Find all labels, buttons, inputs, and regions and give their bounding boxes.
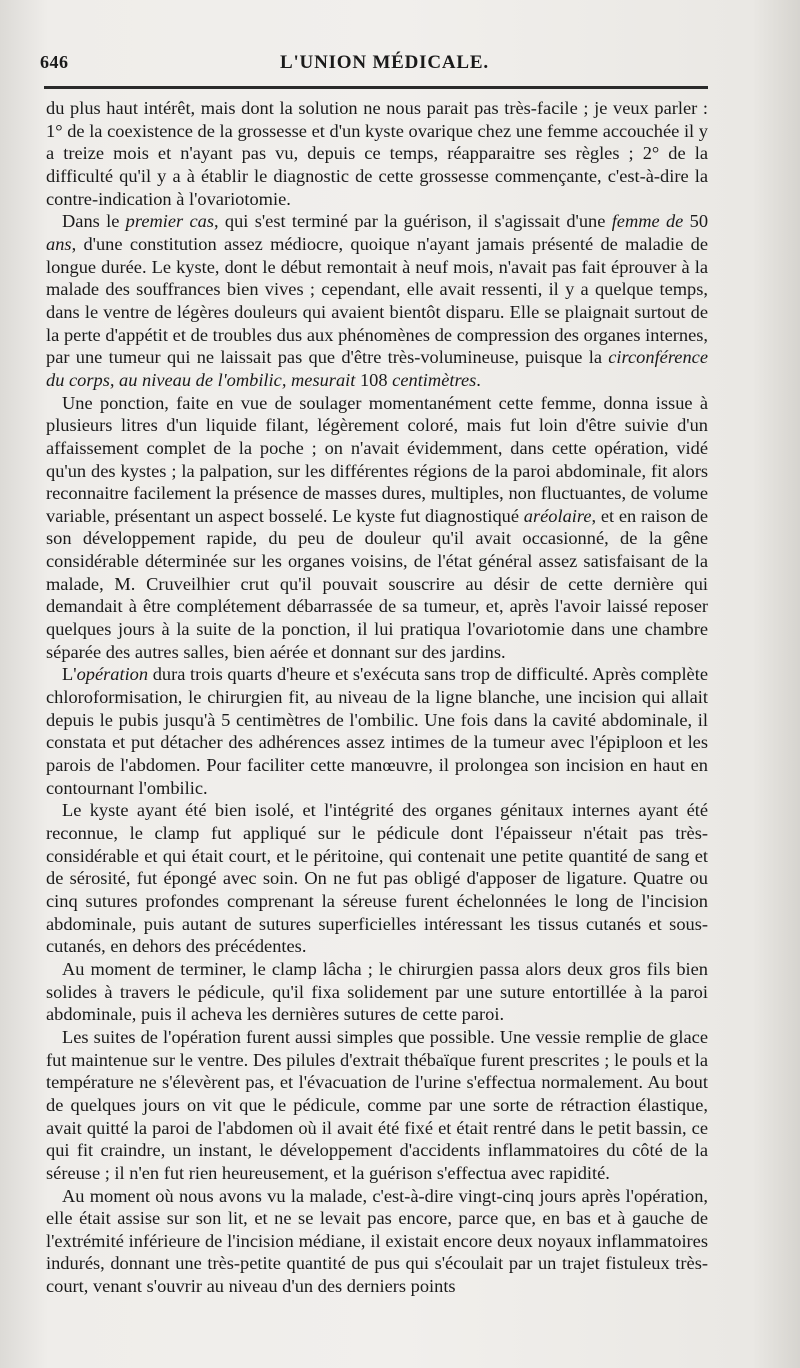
text-run: Le kyste ayant été bien isolé, et l'intégrité des organes génitaux internes ayant été reconnue, le clamp fut appliqué sur le pédicule dont l'épaisseur n'était pas très-considérable et qui était court, et le péritoine, qui contenait une petite quantité de sang et de sérosité, fut épongé avec soin. On ne fut pas obligé d'apposer de ligature. Quatre ou cinq sutures profondes comprenant la séreuse furent échelonnées le long de l'incision abdominale, puis autant de sutures superficielles intéressant les tissus cutanés et sous-cutanés, en dehors des précédentes. <box>46 800 708 957</box>
text-run: du plus haut intérêt, mais dont la solution ne nous parait pas très-facile ; je veux parler : 1° de la coexistence de la grossesse et d'un kyste ovarique chez une femme accouchée il y a treize mois et n'ayant pas vu, depuis ce temps, réapparaitre ses règles ; 2° de la difficulté qu'il y a à établir le diagnostic de cette grossesse commençante, c'est-à-dire la contre-indication à l'ovariotomie. <box>46 98 708 209</box>
text-run: Dans le <box>62 211 126 232</box>
page-number: 646 <box>40 52 69 72</box>
header-rule <box>44 86 708 89</box>
text-run: Au moment où nous avons vu la malade, c'est-à-dire vingt-cinq jours après l'opération, elle était assise sur son lit, et ne se levait pas encore, parce que, en bas et à gauche de l'extrémité inférieure de l'incision médiane, il existait encore deux noyaux inflammatoires indurés, donnant une très-petite quantité de pus qui s'écoulait par un trajet fistuleux très-court, venant s'ouvrir au niveau d'un des derniers points <box>46 1185 708 1297</box>
paragraph <box>46 1185 708 1298</box>
italic-run: femme de <box>611 211 684 232</box>
italic-run: aréolaire <box>523 505 592 526</box>
text-run: 108 <box>355 369 393 390</box>
paragraph <box>46 663 708 799</box>
paragraph <box>46 210 708 391</box>
text-run: dura trois quarts d'heure et s'exécuta sans trop de difficulté. Après complète chloroformisation, le chirurgien fit, au niveau de la ligne blanche, une incision qui allait depuis le pubis jusqu'à 5 centimètres de l'ombilic. Une fois dans la cavité abdominale, il constata et put détacher des adhérences assez intimes de la tumeur avec l'épiploon et les parois de l'abdomen. Pour faciliter cette manœuvre, il prolongea son incision en haut en contournant l'ombilic. <box>46 664 708 798</box>
paragraph <box>46 799 708 958</box>
text-run: Une ponction, faite en vue de soulager momentanément cette femme, donna issue à plusieurs litres d'un liquide filant, légèrement coloré, mais fut loin d'être suivie d'un affaissement complet de la poche ; on n'avait évidemment, dans cette opération, vidé qu'un des kystes ; la palpation, sur les différentes régions de la paroi abdominale, fit alors reconnaitre facilement la présence de masses dures, multiples, non fluctuantes, de volume variable, présentant un aspect bosselé. Le kyste fut diagnostiqué <box>46 392 708 526</box>
italic-run: premier cas <box>125 211 215 232</box>
text-run: Au moment de terminer, le clamp lâcha ; le chirurgien passa alors deux gros fils bien solides à travers le pédicule, qu'il fixa solidement par une suture entortillée à la paroi abdominale, puis il acheva les dernières sutures de cette paroi. <box>46 958 708 1025</box>
running-title: L'UNION MÉDICALE. <box>280 52 489 73</box>
paragraph <box>46 1026 708 1185</box>
italic-run: circonférence du corps, au niveau de l'ombilic, mesurait <box>46 347 708 390</box>
paragraph <box>46 97 708 210</box>
text-run: . <box>476 369 481 390</box>
text-run: , qui s'est terminé par la guérison, il s'agissait d'une <box>214 211 612 232</box>
page-header <box>40 52 708 86</box>
body-text <box>46 97 708 1298</box>
text-run: , d'une constitution assez médiocre, quoique n'ayant jamais présenté de maladie de longue durée. Le kyste, dont le début remontait à neuf mois, n'avait pas fait éprouver à la malade des souffrances bien vives ; cependant, elle avait ressenti, il y a quelque temps, dans le ventre de légères douleurs qui avaient bientôt disparu. Elle se plaignait surtout de la perte d'appétit et de troubles dus aux phénomènes de compression des organes internes, par une tumeur qui ne laissait pas que d'être très-volumineuse, puisque la <box>46 233 708 368</box>
paragraph <box>46 392 708 664</box>
text-run: , et en raison de son développement rapide, du peu de douleur qu'il avait occasionné, de la gêne considérable déterminée sur les organes voisins, de l'état général assez satisfaisant de la malade, M. Cruveilhier crut qu'il pouvait souscrire au désir de cette dernière qui demandait à être complétement débarrassée de sa tumeur, et, après l'avoir laissé reposer quelques jours à la suite de la ponction, il lui pratiqua l'ovariotomie dans une chambre séparée des autres salles, bien aérée et donnant sur des jardins. <box>46 505 708 662</box>
paragraph <box>46 958 708 1026</box>
text-run: 50 <box>683 211 709 232</box>
text-run: Les suites de l'opération furent aussi simples que possible. Une vessie remplie de glace fut maintenue sur le ventre. Des pilules d'extrait thébaïque furent prescrites ; le pouls et la température ne s'élevèrent pas, et l'évacuation de l'urine s'effectua normalement. Au bout de quelques jours on vit que le pédicule, comme par une sorte de rétraction élastique, avait quitté la paroi de l'abdomen où il avait été fixé et était rentré dans le petit bassin, ce qui fit craindre, un instant, le développement d'accidents inflammatoires du côté de la séreuse ; il n'en fut rien heureusement, et la guérison s'effectua avec rapidité. <box>46 1026 708 1183</box>
italic-run: ans <box>46 233 72 254</box>
text-run: L' <box>62 664 77 685</box>
italic-run: centimètres <box>392 369 477 390</box>
italic-run: opération <box>76 664 149 685</box>
